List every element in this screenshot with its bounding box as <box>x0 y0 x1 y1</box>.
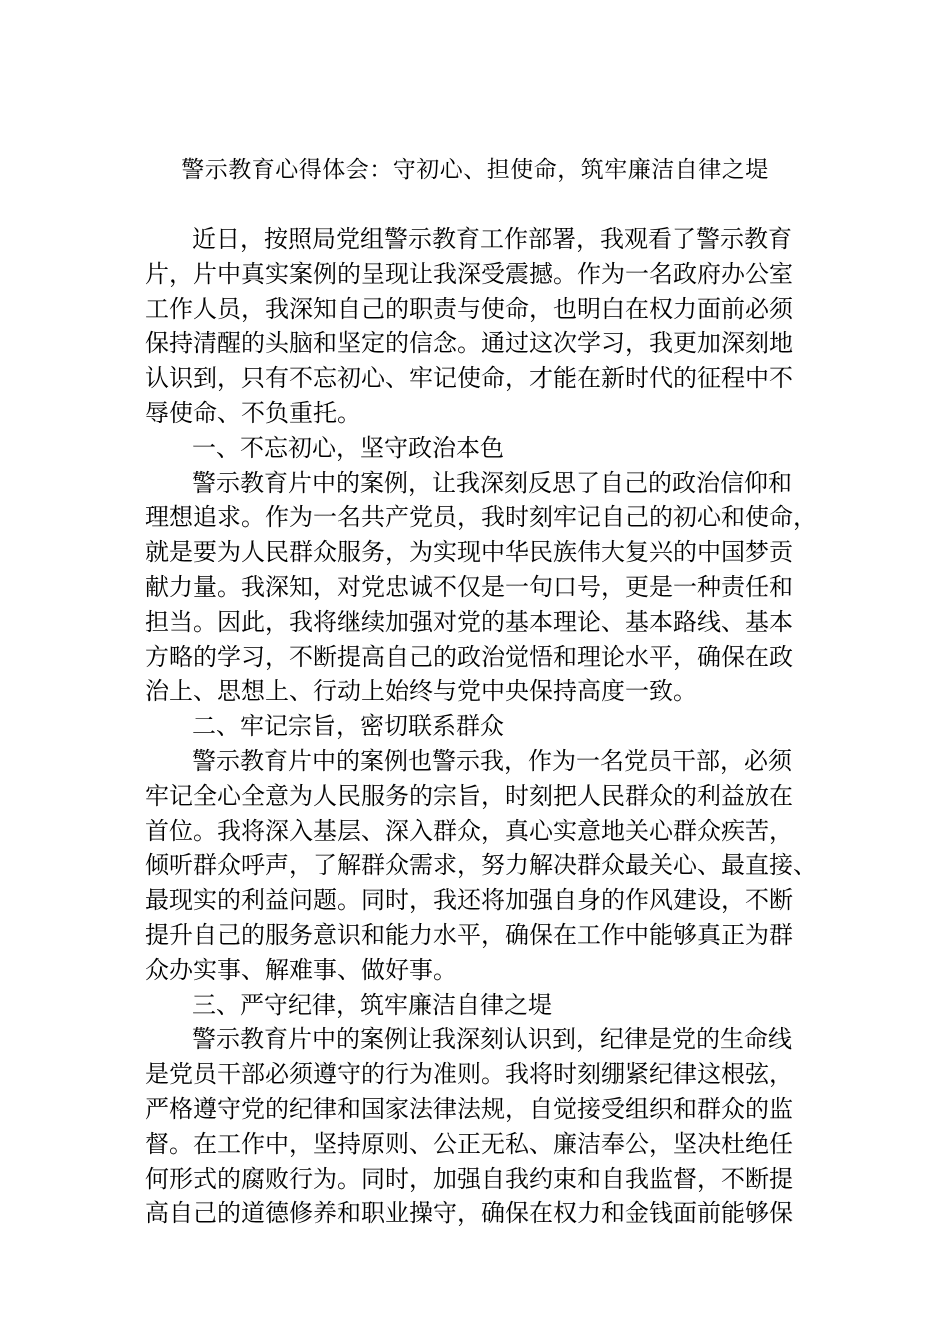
text-line: 工作人员，我深知自己的职责与使命，也明白在权力面前必须 <box>145 294 793 323</box>
text-line: 一、不忘初心，坚守政治本色 <box>192 433 504 462</box>
text-line: 保持清醒的头脑和坚定的信念。通过这次学习，我更加深刻地 <box>145 329 793 358</box>
document-body <box>145 222 817 1231</box>
text-line: 献力量。我深知，对党忠诚不仅是一句口号，更是一种责任和 <box>145 572 793 601</box>
text-line: 何形式的腐败行为。同时，加强自我约束和自我监督，不断提 <box>145 1164 793 1193</box>
text-line: 牢记全心全意为人民服务的宗旨，时刻把人民群众的利益放在 <box>145 781 793 810</box>
text-line: 治上、思想上、行动上始终与党中央保持高度一致。 <box>145 677 697 706</box>
text-line: 提升自己的服务意识和能力水平，确保在工作中能够真正为群 <box>145 920 793 949</box>
text-line: 担当。因此，我将继续加强对党的基本理论、基本路线、基本 <box>145 607 793 636</box>
document-title: 警示教育心得体会：守初心、担使命，筑牢廉洁自律之堤 <box>181 157 769 183</box>
text-line: 理想追求。作为一名共产党员，我时刻牢记自己的初心和使命， <box>145 503 817 532</box>
text-line: 督。在工作中，坚持原则、公正无私、廉洁奉公，坚决杜绝任 <box>145 1129 793 1158</box>
text-line: 近日，按照局党组警示教育工作部署，我观看了警示教育 <box>192 225 792 253</box>
text-line: 二、牢记宗旨，密切联系群众 <box>192 712 504 741</box>
text-line: 认识到，只有不忘初心、牢记使命，才能在新时代的征程中不 <box>145 364 793 393</box>
text-line: 警示教育片中的案例让我深刻认识到，纪律是党的生命线 <box>192 1025 792 1054</box>
text-line: 方略的学习，不断提高自己的政治觉悟和理论水平，确保在政 <box>145 642 793 671</box>
text-line: 首位。我将深入基层、深入群众，真心实意地关心群众疾苦， <box>145 816 793 845</box>
text-line: 警示教育片中的案例，让我深刻反思了自己的政治信仰和 <box>192 468 792 497</box>
text-line: 片，片中真实案例的呈现让我深受震撼。作为一名政府办公室 <box>145 259 793 288</box>
text-line: 就是要为人民群众服务，为实现中华民族伟大复兴的中国梦贡 <box>145 538 793 567</box>
text-line: 是党员干部必须遵守的行为准则。我将时刻绷紧纪律这根弦， <box>145 1060 793 1089</box>
text-line: 高自己的道德修养和职业操守，确保在权力和金钱面前能够保 <box>145 1199 793 1228</box>
text-line: 辱使命、不负重托。 <box>145 398 361 427</box>
text-line: 众办实事、解难事、做好事。 <box>145 955 457 984</box>
text-line: 倾听群众呼声，了解群众需求，努力解决群众最关心、最直接、 <box>145 851 817 880</box>
text-line: 警示教育片中的案例也警示我，作为一名党员干部，必须 <box>192 746 792 775</box>
text-line: 最现实的利益问题。同时，我还将加强自身的作风建设，不断 <box>145 886 793 915</box>
text-line: 严格遵守党的纪律和国家法律法规，自觉接受组织和群众的监 <box>145 1094 793 1123</box>
text-line: 三、严守纪律，筑牢廉洁自律之堤 <box>192 990 552 1019</box>
